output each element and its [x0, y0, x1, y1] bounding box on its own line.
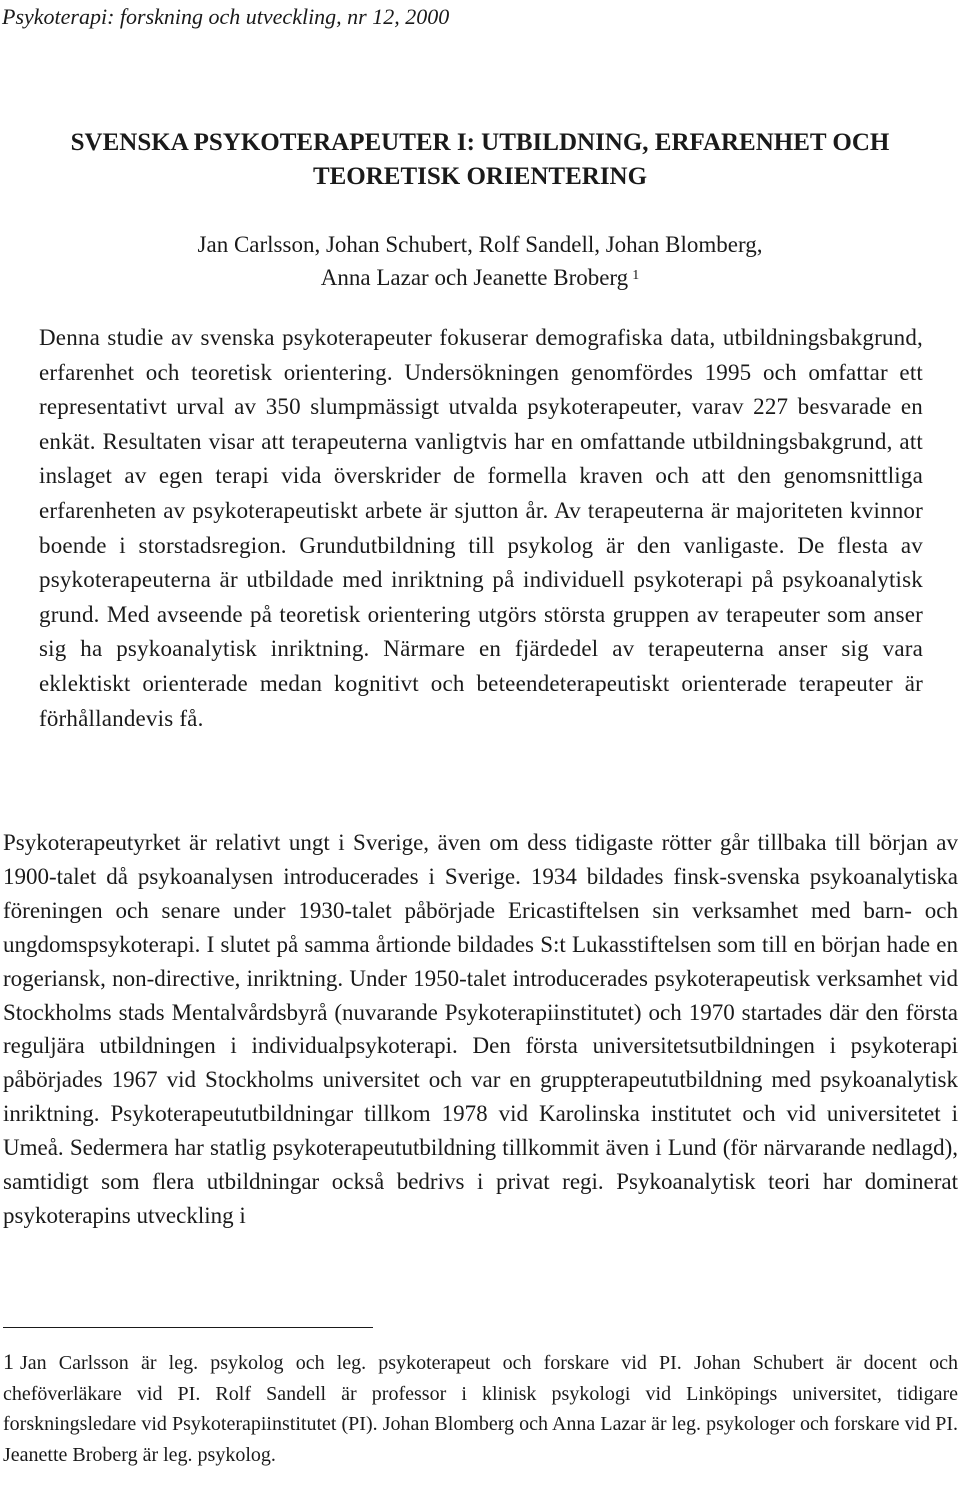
body-paragraph: Psykoterapeutyrket är relativt ungt i Sverige, även om dess tidigaste rötter går tillbaka till början av 1900-talet då psykoanalysen introducerades i Sverige. 1934 bildades finsk-svenska psykoanalytiska föreningen och senare under 1930-talet påbörjade Ericastiftelsen sin verksamhet med barn- och ungdomspsykoterapi. I slutet på samma årtionde bildades S:t Lukasstiftelsen som till en början hade en rogeriansk, non-directive, inriktning. Under 1950-talet introducerades psykoterapeutisk verksamhet vid Stockholms stads Mentalvårdsbyrå (nuvarande Psykoterapiinstitutet) och 1970 startades där den första reguljära utbildningen i individualpsykoterapi. Den första universitetsutbildningen i psykoterapi påbörjades 1967 vid Stockholms universitet och var en gruppterapeututbildning med psykoanalytisk inriktning. Psykoterapeututbildningar tillkom 1978 vid Karolinska institutet och vid universitetet i Umeå. Sedermera har statlig psykoterapeututbildning tillkommit även i Lund (för närvarande nedlagd), samtidigt som flera utbildningar också bedrivs i privat regi. Psykoanalytisk teori har dominerat psykoterapins utveckling i	[3, 830, 958, 1228]
running-header: Psykoterapi: forskning och utveckling, nr 12, 2000	[2, 4, 450, 29]
footnote-divider	[3, 1327, 373, 1328]
author-list-line-1: Jan Carlsson, Johan Schubert, Rolf Sandell, Johan Blomberg,	[197, 232, 763, 257]
author-footnote-marker: 1	[632, 268, 640, 283]
author-list	[0, 228, 960, 294]
abstract: Denna studie av svenska psykoterapeuter fokuserar demografiska data, utbildningsbakgrund, erfarenhet och teoretisk orientering. Undersökningen genomfördes 1995 och omfattar ett representativt urval av 350 slumpmässigt utvalda psykoterapeuter, varav 227 besvarade en enkät. Resultaten visar att terapeuterna vanligtvis har en omfattande utbildningsbakgrund, att inslaget av egen terapi vida överskrider de formella kraven och att den genomsnittliga erfarenheten av psykoterapeutiskt arbete är sjutton år. Av terapeuterna är majoriteten kvinnor boende i storstadsregion. Grundutbildning till psykolog är den vanligaste. De flesta av psykoterapeuterna är utbildade med inriktning på individuell psykoterapi på psykoanalytisk grund. Med avseende på teoretisk orientering utgörs största gruppen av terapeuter som anser sig ha psykoanalytisk inriktning. Närmare en fjärdedel av terapeuterna anser sig vara eklektiskt orienterade medan kognitivt och beteendeterapeutiskt orienterade terapeuter är förhållandevis få.	[39, 325, 923, 731]
footnote	[3, 1347, 958, 1470]
author-list-line-2	[0, 261, 960, 294]
article-title	[0, 126, 960, 194]
author-list-line-2-text: Anna Lazar och Jeanette Broberg	[320, 265, 629, 290]
footnote-text: Jan Carlsson är leg. psykolog och leg. psykoterapeut och forskare vid PI. Johan Schubert är docent och cheföverläkare vid PI. Rolf Sandell är professor i klinisk psykologi vid Linköpings universitet, tidigare forskningsledare vid Psykoterapiinstitutet (PI). Johan Blomberg och Anna Lazar är leg. psykologer och forskare vid PI. Jeanette Broberg är leg. psykolog.	[3, 1352, 958, 1466]
footnote-marker: 1	[3, 1349, 14, 1374]
article-title-line-1: SVENSKA PSYKOTERAPEUTER I: UTBILDNING, ERFARENHET OCH	[70, 129, 890, 156]
article-title-line-2: TEORETISK ORIENTERING	[312, 163, 648, 190]
